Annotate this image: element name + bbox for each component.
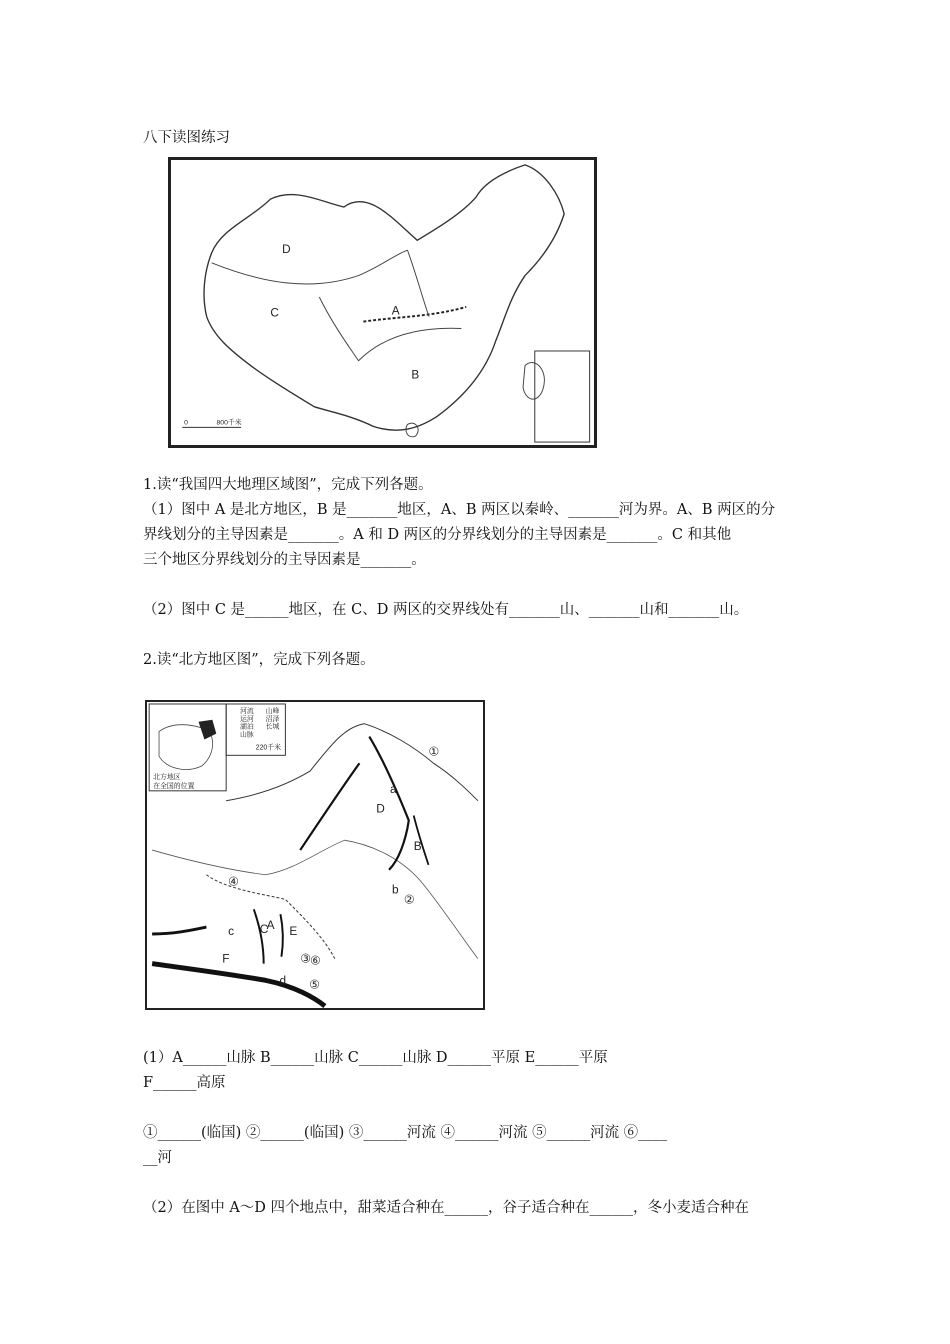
map2-number: ③	[300, 951, 311, 966]
china-regions-map	[168, 157, 597, 448]
inset-caption-1: 北方地区	[153, 773, 181, 781]
legend-item: 运河	[239, 715, 254, 723]
region-label-d: D	[282, 243, 291, 257]
legend-item: 河流	[239, 707, 254, 715]
region-label-a: A	[391, 304, 400, 318]
legend-item: 长城	[265, 723, 280, 731]
map1-scale-zero: 0	[184, 419, 188, 427]
legend-item: 山峰	[265, 707, 280, 715]
map2-letter-f: F	[222, 951, 230, 966]
map2-letter-a: A	[266, 918, 275, 933]
legend-item: 山脉	[239, 731, 254, 739]
q2-part2: （2）在图中 A～D 四个地点中，甜菜适合种在______，谷子适合种在______，冬小麦适合种在	[143, 1200, 750, 1216]
q1-title: 1.读“我国四大地理区域图”，完成下列各题。	[143, 477, 433, 493]
region-label-c: C	[270, 306, 279, 320]
q2-title: 2.读“北方地区图”，完成下列各题。	[143, 652, 375, 668]
map2-number: ⑤	[309, 977, 320, 992]
northern-region-map-drawing	[147, 702, 483, 1008]
q1-part1-line1: （1）图中 A 是北方地区，B 是_______地区，A、B 两区以秦岭、_______河为界。A、B 两区的分	[143, 502, 776, 518]
map2-number: ⑥	[310, 953, 321, 968]
map1-scale-text: 800千米	[216, 419, 242, 427]
q1-part1-line3: 三个地区分界线划分的主导因素是_______。	[143, 552, 426, 568]
map2-small-d: d	[279, 973, 287, 988]
q2-part1-line1: (1）A______山脉 B______山脉 C______山脉 D______平原 E______平原	[143, 1050, 608, 1066]
china-regions-map-drawing	[171, 160, 594, 445]
map2-number: ①	[428, 744, 440, 759]
map2-small-a: a	[390, 781, 397, 796]
map2-number: ②	[403, 892, 415, 907]
q1-part2: （2）图中 C 是______地区，在 C、D 两区的交界线处有_______山、_______山和_______山。	[143, 602, 749, 618]
map2-small-b: b	[391, 882, 399, 897]
q2-part1-line2: F______高原	[143, 1075, 226, 1091]
region-label-b: B	[411, 368, 420, 382]
map2-small-c: c	[228, 923, 235, 938]
map2-letter-d: D	[376, 801, 385, 816]
map2-number: ④	[228, 874, 239, 889]
map2-letter-c: C	[259, 921, 269, 936]
inset-caption-2: 在全国的位置	[153, 782, 195, 790]
china-outline	[204, 165, 564, 430]
q2-numbered-line1: ①______(临国) ②______(临国) ③______河流 ④______河流 ⑤______河流 ⑥____	[143, 1125, 668, 1141]
q2-numbered-line2: __河	[143, 1150, 172, 1166]
map2-letter-e: E	[289, 923, 298, 938]
legend-item: 沼泽	[265, 715, 280, 723]
q1-part1-line2: 界线划分的主导因素是_______。A 和 D 两区的分界线划分的主导因素是_______。C 和其他	[143, 527, 732, 543]
page-heading: 八下读图练习	[143, 130, 230, 146]
map2-letter-b: B	[413, 839, 422, 854]
map2-scale-text: 220千米	[255, 744, 282, 752]
legend-item: 湖泊	[239, 723, 254, 731]
northern-region-map	[145, 700, 485, 1010]
